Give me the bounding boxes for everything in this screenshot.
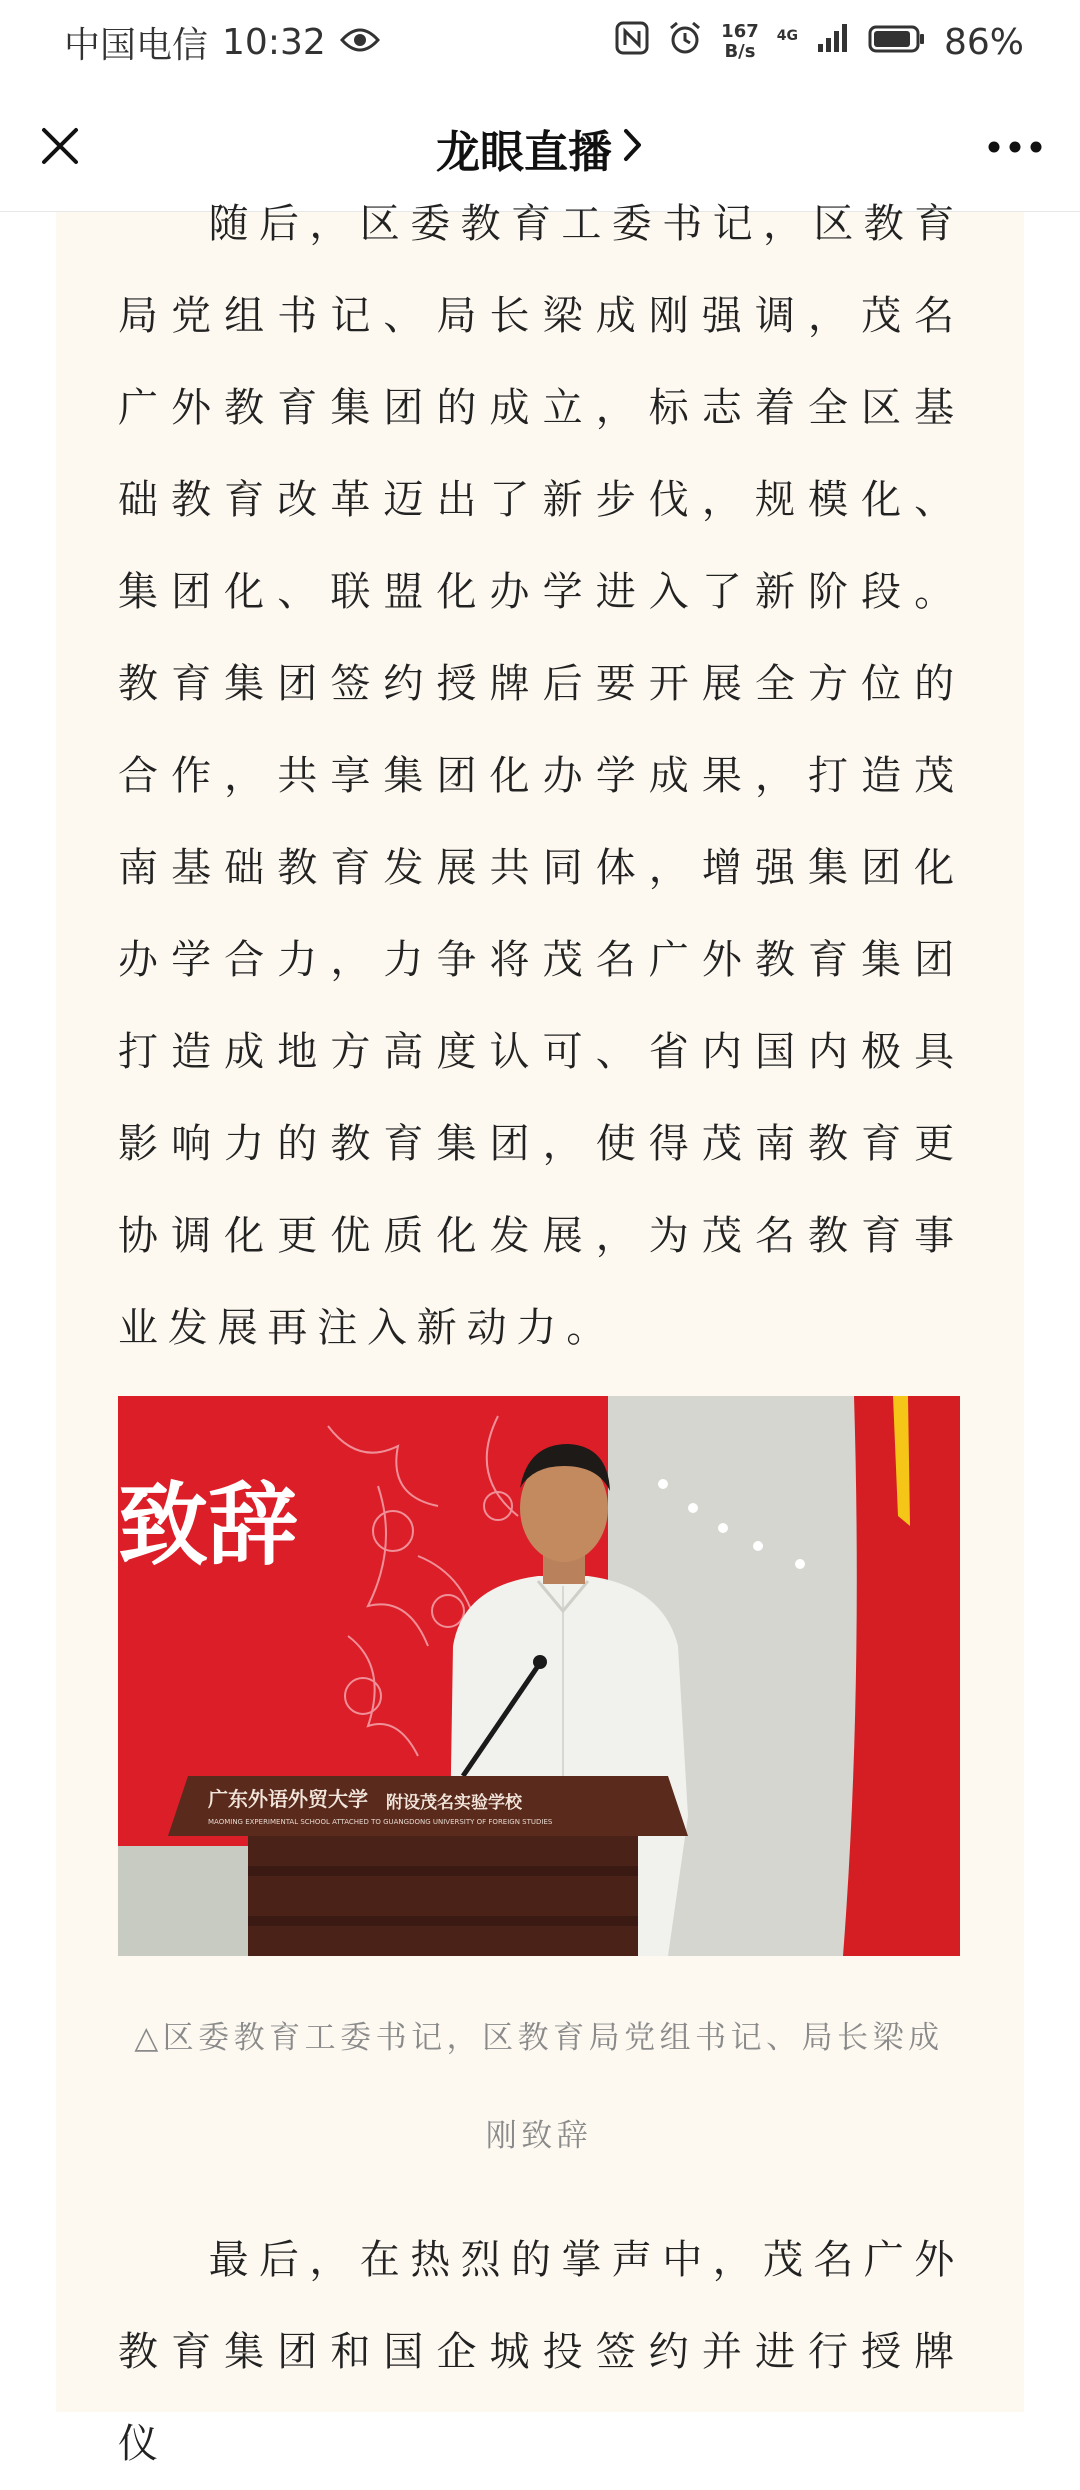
article-paragraph-text: 随后，区委教育工委书记，区教育局党组书记、局长梁成刚强调，茂名广外教育集团的成立，标志着全区基础教育改革迈出了新步伐，规模化、集团化、联盟化办学进入了新阶段。教育集团签约授牌后要开展全方位的合作，共享集团化办学成果，打造茂南基础教育发展共同体，增强集团化办学合力，力争将茂名广外教育集团打造成地方高度认可、省内国内极具影响力的教育集团，使得茂南教育更协调化更优质化发展，为茂名教育事业发展再注入新动力。 (118, 201, 964, 1351)
article-photo[interactable] (118, 1396, 960, 1956)
status-bar-right (615, 20, 1024, 65)
net-speed (721, 22, 759, 62)
photo-caption-line: △区委教育工委书记，区教育局党组书记、局长梁成 (134, 2020, 944, 2056)
net-speed-unit: B/s (724, 41, 756, 62)
chevron-right-icon (622, 123, 644, 174)
alarm-icon (667, 20, 703, 65)
backdrop-text: 致辞 (118, 1473, 298, 1578)
speaker-photo-illustration (118, 1396, 960, 1956)
more-button[interactable] (980, 118, 1050, 178)
signal-icon (816, 22, 850, 63)
battery-percent: 86% (943, 21, 1024, 63)
more-icon (987, 139, 1043, 158)
carrier-label: 中国电信 (64, 24, 209, 66)
podium-school-name-cn: 广东外语外贸大学 (208, 1787, 368, 1811)
article-page[interactable] (0, 201, 1080, 2467)
network-type: 4G (776, 27, 798, 44)
eye-icon (340, 22, 380, 63)
battery-icon (868, 22, 926, 63)
net-speed-value: 167 (721, 21, 759, 42)
article-paragraph (118, 178, 964, 1374)
status-bar (0, 0, 1080, 84)
photo-caption-line: 刚致辞 (485, 2118, 593, 2154)
status-bar-left (64, 17, 380, 68)
clock: 10:32 (222, 21, 326, 63)
article-paragraph (118, 2214, 964, 2490)
podium-school-name-en: MAOMING EXPERIMENTAL SCHOOL ATTACHED TO GUANGDONG UNIVERSITY OF FOREIGN STUDIES (208, 1818, 553, 1826)
podium-school-name-suffix: 附设茂名实验学校 (386, 1793, 522, 1813)
nfc-icon (615, 21, 649, 64)
page-title: 龙眼直播 (436, 127, 612, 178)
article-paragraph-text: 最后，在热烈的掌声中，茂名广外教育集团和国企城投签约并进行授牌仪 (118, 2237, 964, 2467)
